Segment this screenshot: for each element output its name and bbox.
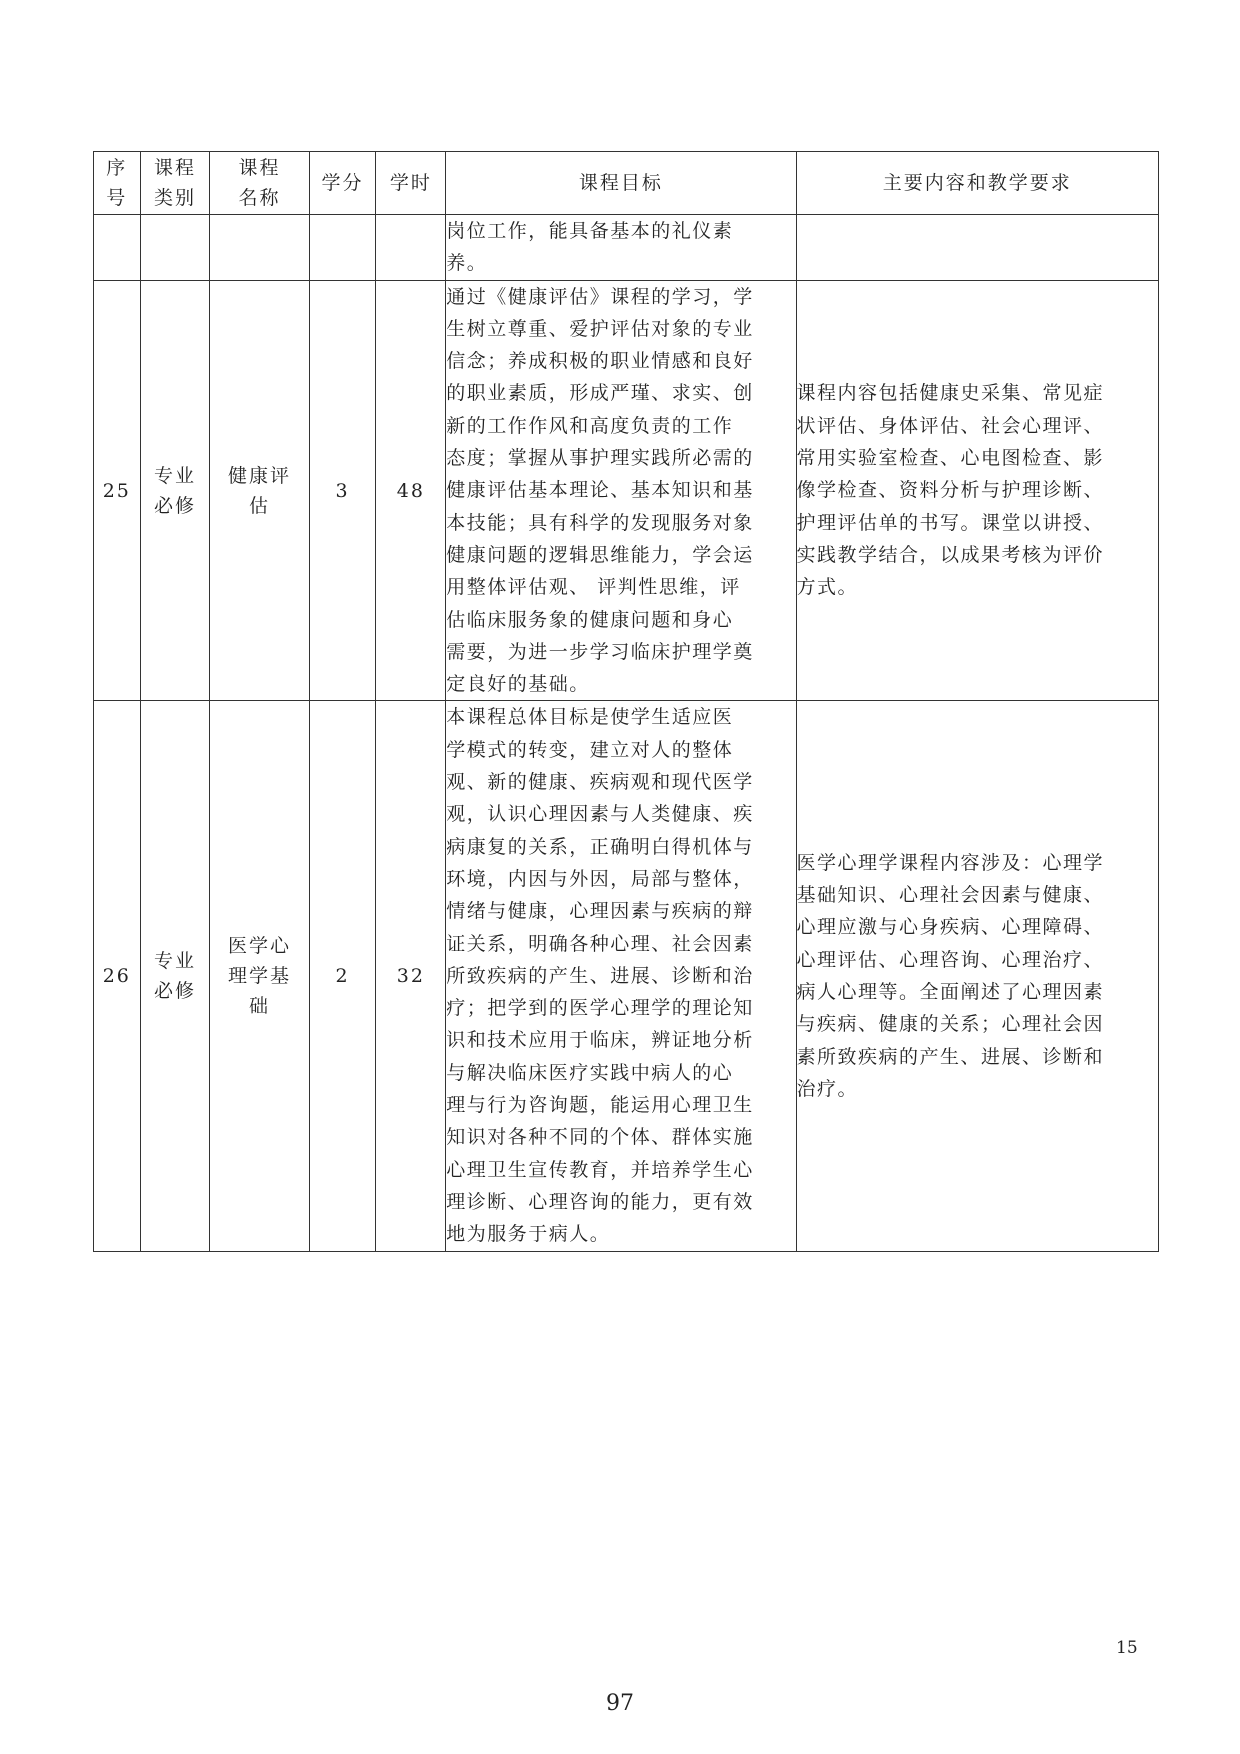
table-row: [94, 701, 1159, 1251]
text-line: 态度；掌握从事护理实践所必需的: [446, 447, 754, 470]
header-seq: 序 号: [94, 152, 141, 215]
text-line: 必修: [153, 494, 196, 517]
text-line: 观、新的健康、疾病观和现代医学: [446, 771, 754, 794]
course-name-cell: [210, 215, 309, 281]
header-hours: 学时: [376, 152, 446, 215]
seq-cell: [94, 215, 141, 281]
credit-cell: 3: [309, 280, 376, 701]
text-line: 心理卫生宣传教育，并培养学生心: [446, 1158, 754, 1181]
text-line: 估: [249, 494, 271, 517]
text-line: 像学检查、资料分析与护理诊断、: [796, 479, 1105, 502]
text-line: 与解决临床医疗实践中病人的心: [446, 1061, 734, 1084]
text-line: 观，认识心理因素与人类健康、疾: [446, 803, 754, 826]
text-line: 医学心理学课程内容涉及：心理学: [796, 851, 1105, 874]
text-line: 疗；把学到的医学心理学的理论知: [446, 997, 754, 1020]
text-line: 本课程总体目标是使学生适应医: [446, 706, 734, 729]
category-cell: [140, 215, 210, 281]
header-name: 课程 名称: [210, 152, 309, 215]
text-line: 理学基: [228, 964, 292, 987]
text-line: 医学心: [228, 934, 292, 957]
text-line: 知识对各种不同的个体、群体实施: [446, 1126, 754, 1149]
text-line: 治疗。: [796, 1077, 859, 1100]
text-line: 证关系，明确各种心理、社会因素: [446, 932, 754, 955]
content-cell: [796, 701, 1158, 1251]
text-line: 专业: [153, 464, 196, 487]
table-row: [94, 215, 1159, 281]
text-line: 实践教学结合，以成果考核为评价: [796, 543, 1105, 566]
text-line: 情绪与健康，心理因素与疾病的辩: [446, 900, 754, 923]
table-row: [94, 280, 1159, 701]
page-number-global: 97: [606, 1691, 634, 1716]
text-line: 方式。: [796, 576, 859, 599]
text-line: 环境，内因与外因，局部与整体，: [446, 867, 754, 890]
text-line: 素所致疾病的产生、进展、诊断和: [796, 1045, 1105, 1068]
text-line: 心理应激与心身疾病、心理障碍、: [796, 916, 1105, 939]
goal-cell: [446, 701, 796, 1251]
category-cell: [140, 280, 210, 701]
seq-cell: 25: [94, 280, 141, 701]
text-line: 健康评: [228, 464, 292, 487]
hours-cell: 48: [376, 280, 446, 701]
text-line: 养。: [446, 252, 488, 275]
course-table: [93, 151, 1159, 1252]
header-content: 主要内容和教学要求: [796, 152, 1158, 215]
text-line: 识和技术应用于临床，辨证地分析: [446, 1029, 754, 1052]
text-line: 本技能；具有科学的发现服务对象: [446, 511, 754, 534]
text-line: 课程内容包括健康史采集、常见症: [796, 382, 1105, 405]
text-line: 专业: [153, 949, 196, 972]
course-name-cell: [210, 701, 309, 1251]
hours-cell: 32: [376, 701, 446, 1251]
course-name-cell: [210, 280, 309, 701]
text-line: 的职业素质，形成严瑾、求实、创: [446, 382, 754, 405]
text-line: 理与行为咨询题，能运用心理卫生: [446, 1094, 754, 1117]
hours-cell: [376, 215, 446, 281]
text-line: 必修: [153, 979, 196, 1002]
text-line: 定良好的基础。: [446, 673, 590, 696]
text-line: 新的工作作风和高度负责的工作: [446, 414, 734, 437]
text-line: 病康复的关系，正确明白得机体与: [446, 835, 754, 858]
text-line: 通过《健康评估》课程的学习，学: [446, 285, 754, 308]
text-line: 用整体评估观、 评判性思维，评: [446, 576, 741, 599]
text-line: 理诊断、心理咨询的能力，更有效: [446, 1190, 754, 1213]
text-line: 需要，为进一步学习临床护理学奠: [446, 640, 754, 663]
header-category: 课程 类别: [140, 152, 210, 215]
text-line: 所致疾病的产生、进展、诊断和治: [446, 964, 754, 987]
category-cell: [140, 701, 210, 1251]
content-cell: [796, 280, 1158, 701]
header-row: [94, 152, 1159, 215]
credit-cell: [309, 215, 376, 281]
text-line: 护理评估单的书写。课堂以讲授、: [796, 511, 1105, 534]
text-line: 生树立尊重、爱护评估对象的专业: [446, 317, 754, 340]
text-line: 与疾病、健康的关系；心理社会因: [796, 1013, 1105, 1036]
text-line: 础: [249, 994, 271, 1017]
text-line: 基础知识、心理社会因素与健康、: [796, 884, 1105, 907]
header-credit: 学分: [309, 152, 376, 215]
text-line: 状评估、身体评估、社会心理评、: [796, 414, 1105, 437]
goal-cell: [446, 280, 796, 701]
text-line: 心理评估、心理咨询、心理治疗、: [796, 948, 1105, 971]
text-line: 岗位工作，能具备基本的礼仪素: [446, 220, 734, 242]
credit-cell: 2: [309, 701, 376, 1251]
text-line: 学模式的转变，建立对人的整体: [446, 738, 734, 761]
goal-cell: [446, 215, 796, 281]
text-line: 健康问题的逻辑思维能力，学会运: [446, 543, 754, 566]
text-line: 地为服务于病人。: [446, 1223, 611, 1246]
seq-cell: 26: [94, 701, 141, 1251]
text-line: 估临床服务象的健康问题和身心: [446, 608, 734, 631]
text-line: 常用实验室检查、心电图检查、影: [796, 447, 1105, 470]
text-line: 病人心理等。全面阐述了心理因素: [796, 980, 1105, 1003]
text-line: 健康评估基本理论、基本知识和基: [446, 479, 754, 502]
content-cell: [796, 215, 1158, 281]
page-number-local: 15: [1116, 1638, 1138, 1658]
text-line: 信念；养成积极的职业情感和良好: [446, 350, 754, 373]
header-goal: 课程目标: [446, 152, 796, 215]
